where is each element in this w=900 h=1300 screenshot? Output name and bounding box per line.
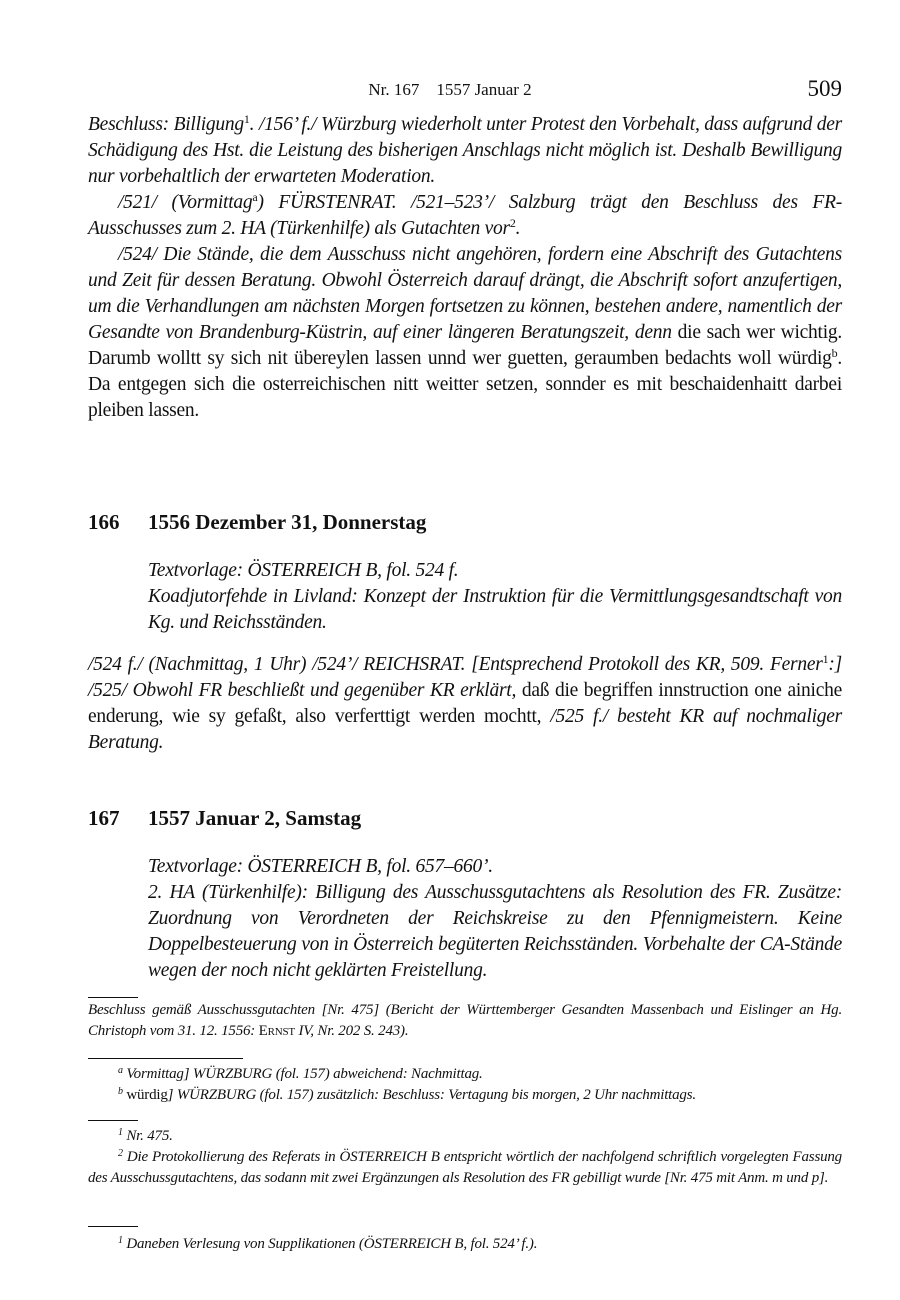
footnote-ref: 1 bbox=[243, 112, 250, 126]
footnote: Nr. 475. bbox=[122, 1128, 173, 1144]
text: . bbox=[515, 218, 521, 239]
text: /521/ (Vormittag bbox=[118, 192, 253, 213]
document-date: 1556 Dezember 31, Donnerstag bbox=[148, 510, 427, 534]
variant-note: Vormittag] WÜRZBURG (fol. 157) abweichend: Nachmittag. bbox=[122, 1066, 483, 1082]
document-summary: 2. HA (Türkenhilfe): Billigung des Ausschussgutachtens als Resolution des FR. Zusätze: Zuordnung von Verordneten der Reichskreise zu den Pfennigmeistern. Keine Doppelbesteuerung von in Österreich begüterten Reichsständen. Vorbehalte der CA-Stände wegen der noch nicht geklärten Freistellung. bbox=[148, 882, 842, 981]
footnote-mark: 1 bbox=[118, 1127, 123, 1138]
text: ) FÜRSTENRAT. /521–523’/ Salzburg trägt den Beschluss des FR-Ausschusses zum 2. HA (Türkenhilfe) als Gutachten vor bbox=[88, 192, 842, 239]
document-number: 166 bbox=[88, 510, 120, 534]
text: . /156’ f./ Würzburg wiederholt unter Protest den Vorbehalt, dass aufgrund der Schädigung des Hst. die Leistung des bisherigen Anschlags nicht möglich ist. Deshalb Bewilligung nur vorbehaltlich der erwarteten Moderation. bbox=[88, 114, 842, 187]
document-heading-166 bbox=[88, 510, 426, 535]
document-body-166 bbox=[88, 652, 842, 756]
running-title: Nr. 167 1557 Januar 2 bbox=[368, 80, 532, 99]
text: /524 f./ (Nachmittag, 1 Uhr) /524’/ REICHSRAT. [Entsprechend Protokoll des KR, 509. Ferner bbox=[88, 654, 823, 675]
lemma: würdig bbox=[122, 1087, 168, 1103]
variant-mark: b bbox=[118, 1086, 123, 1097]
document-heading-167 bbox=[88, 806, 361, 831]
variant-ref: b bbox=[831, 346, 838, 360]
quoted-source-text: die sach wer wichtig. Darumb wolltt sy sich nit übereylen lassen unnd wer guetten, geraumben bedachts woll würdig bbox=[88, 322, 842, 369]
document-regest-167 bbox=[148, 854, 842, 984]
divider bbox=[88, 997, 138, 998]
continued-text bbox=[88, 112, 842, 424]
text: IV, Nr. 202 S. 243). bbox=[294, 1023, 409, 1039]
footnote-mark: 1 bbox=[118, 1235, 123, 1246]
footnote-ref: 1 bbox=[822, 652, 829, 666]
page-number: 509 bbox=[807, 76, 842, 101]
paragraph-fuerstenrat bbox=[88, 190, 842, 242]
text-source: Textvorlage: ÖSTERREICH B, fol. 524 f. bbox=[148, 560, 459, 581]
text: Beschluss gemäß Ausschussgutachten [Nr. 475] (Bericht der Württemberger Gesandten Massenbach und Eislinger an Hg. Christoph vom 31. 12. 1556: bbox=[88, 1002, 842, 1039]
resolution-note bbox=[88, 1000, 842, 1042]
variant-mark: a bbox=[118, 1065, 123, 1076]
footnote: Daneben Verlesung von Supplikationen (ÖSTERREICH B, fol. 524’ f.). bbox=[122, 1236, 538, 1252]
text: :] /525/ Obwohl FR beschließt und gegenüber KR erklärt, bbox=[88, 654, 842, 701]
variant-note: ] WÜRZBURG (fol. 157) zusätzlich: Beschluss: Vertagung bis morgen, 2 Uhr nachmittags. bbox=[167, 1087, 696, 1103]
variant-notes bbox=[88, 1064, 842, 1106]
document-number: 167 bbox=[88, 806, 120, 830]
quoted-source-text: daß die begriffen innstruction one ainiche enderung, wie sy gefaßt, also verferttigt werden mochtt, bbox=[88, 680, 842, 727]
variant-ref: a bbox=[252, 190, 258, 204]
divider bbox=[88, 1058, 243, 1059]
quoted-source-text: . Da entgegen sich die osterreichischen nitt weitter setzen, sonnder es mit beschaidenhaitt darbei pleiben lassen. bbox=[88, 348, 842, 421]
text: /524/ Die Stände, die dem Ausschuss nicht angehören, fordern eine Abschrift des Gutachtens und Zeit für dessen Beratung. Obwohl Österreich darauf drängt, die Abschrift sofort anzufertigen, um die Verhandlungen am nächsten Morgen fortsetzen zu können, bestehen andere, namentlich der Gesandte von Brandenburg-Küstrin, auf einer längeren Beratungszeit, denn bbox=[88, 244, 842, 343]
footnotes-166 bbox=[88, 1234, 842, 1255]
paragraph-beschluss bbox=[88, 112, 842, 190]
footnotes bbox=[88, 1126, 842, 1189]
text: Ernst bbox=[258, 1023, 295, 1039]
document-date: 1557 Januar 2, Samstag bbox=[148, 806, 362, 830]
divider bbox=[88, 1120, 138, 1121]
text: /525 f./ besteht KR auf nochmaliger Beratung. bbox=[88, 706, 843, 753]
document-summary: Koadjutorfehde in Livland: Konzept der Instruktion für die Vermittlungsgesandtschaft von Kg. und Reichsständen. bbox=[148, 586, 842, 633]
footnote-ref: 2 bbox=[509, 216, 516, 230]
text-source: Textvorlage: ÖSTERREICH B, fol. 657–660’. bbox=[148, 856, 493, 877]
text: Beschluss: Billigung bbox=[88, 114, 244, 135]
document-regest-166 bbox=[148, 558, 842, 636]
footnote: Die Protokollierung des Referats in ÖSTERREICH B entspricht wörtlich der nachfolgend schriftlich vorgelegten Fassung des Ausschussgutachtens, das sodann mit zwei Ergänzungen als Resolution des FR gebilligt wurde [Nr. 475 mit Anm. m und p]. bbox=[88, 1149, 842, 1186]
divider bbox=[88, 1226, 138, 1227]
paragraph-staende bbox=[88, 242, 842, 424]
footnote-mark: 2 bbox=[118, 1148, 123, 1159]
